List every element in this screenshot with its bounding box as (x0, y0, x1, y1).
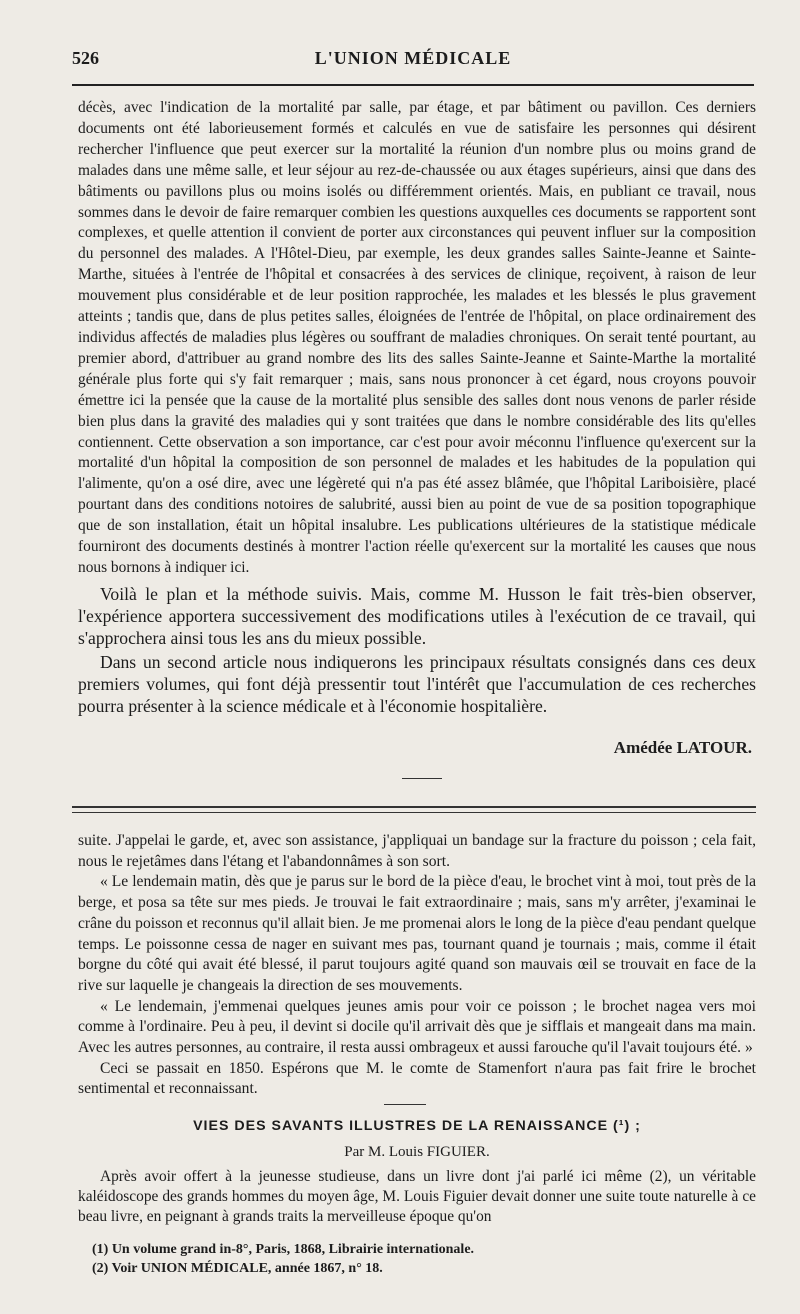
paragraph: Voilà le plan et la méthode suivis. Mais, comme M. Husson le fait très-bien observer, l'expérience apportera successivement des modifications utiles à l'exécution de ce travail, qui s'approchera ainsi tous les ans du mieux possible. (78, 584, 756, 648)
paragraph: « Le lendemain matin, dès que je parus sur le bord de la pièce d'eau, le brochet vint à moi, tout près de la berge, et posa sa tête sur mes pieds. Je trouvai le fait extraordinaire ; mais, sans m'y arrêter, j'examinai le crâne du poisson et reconnus qu'il allait bien. Je me promenai alors le long de la pièce d'eau pendant quelque temps. Le poissonne cessa de nager en suivant mes pas, tournant quand je tournais ; mais, comme il était borgne du côté qui avait été blessé, il parut toujours agité quand son mauvais œil se trouvait en face de la rive sur laquelle je changeais la direction de ses mouvements. (78, 873, 756, 994)
footnotes (92, 1240, 756, 1278)
paragraph: Après avoir offert à la jeunesse studieuse, dans un livre dont j'ai parlé ici même (2), un véritable kaléidoscope des grands hommes du moyen âge, M. Louis Figuier devait donner une suite toute naturelle à ce beau livre, en peignant à grands traits la merveilleuse époque qu'on (78, 1168, 756, 1226)
paragraph: Dans un second article nous indiquerons les principaux résultats consignés dans ces deux premiers volumes, qui font déjà pressentir tout l'intérêt que l'accumulation de ces recherches pourra présenter à la science médicale et à l'économie hospitalière. (78, 652, 756, 716)
footnote-1: (1) Un volume grand in-8°, Paris, 1868, Librairie internationale. (92, 1242, 475, 1257)
article-renaissance (78, 1167, 756, 1228)
section-divider (384, 1104, 426, 1105)
article-statistics-conclusion (78, 584, 756, 718)
paragraph: « Le lendemain, j'emmenai quelques jeunes amis pour voir ce poisson ; le brochet nagea vers moi comme à l'ordinaire. Peu à peu, il devint si docile qu'il arrivait dès que je sifflais et mangeait dans ma main. Avec les autres personnes, au contraire, il resta aussi ombrageux et aussi farouche qu'il l'avait toujours été. » (78, 997, 756, 1057)
paragraph: Ceci se passait en 1850. Espérons que M. le comte de Stamenfort n'aura pas fait frire le brochet sentimental et reconnaissant. (78, 1059, 756, 1098)
article-pike-story (78, 831, 756, 1100)
footnote-2: (2) Voir UNION MÉDICALE, année 1867, n° 18. (92, 1261, 383, 1276)
article-statistics-continuation (78, 98, 756, 579)
feuilleton-divider (72, 806, 756, 813)
page-number: 526 (72, 48, 99, 68)
section-divider (402, 778, 442, 779)
article-title: VIES DES SAVANTS ILLUSTRES DE LA RENAISSANCE (¹) ; (193, 1118, 641, 1134)
header-rule (72, 84, 754, 86)
paragraph: décès, avec l'indication de la mortalité par salle, par étage, et par bâtiment ou pavillon. Ces derniers documents ont été laborieusement formés et calculés en vue de satisfaire les personnes qui désirent rechercher l'influence que peut exercer sur la mortalité la réunion d'un nombre plus ou moins grand de malades dans une même salle, et leur séjour au rez-de-chaussée ou aux étages supérieurs, ainsi que dans des bâtiments ou pavillons plus ou moins isolés ou différemment orientés. Mais, en publiant ce travail, nous sommes dans le devoir de faire remarquer combien les questions auxquelles ces documents se rapportent sont complexes, et quelle attention il convient de porter aux circonstances qui peuvent influer sur la composition du personnel des malades. A l'Hôtel-Dieu, par exemple, les deux grandes salles Sainte-Jeanne et Sainte-Marthe, situées à l'entrée de l'hôpital et consacrées à des services de clinique, reçoivent, à raison de leur mouvement plus considérable et de leur position rapprochée, les malades et les blessés le plus gravement atteints ; tandis que, dans de plus petites salles, éloignées de l'entrée de l'hôpital, on place ordinairement des individus affectés de maladies plus légères ou souffrant de maladies chroniques. On serait tenté pourtant, au premier abord, d'attribuer au grand nombre des lits des salles Sainte-Jeanne et Sainte-Marthe la mortalité générale plus forte qui s'y fait remarquer ; mais, sans nous prononcer à cet égard, nous croyons pouvoir émettre ici la pensée que la cause de la mortalité plus sensible des salles dont nous venons de parler réside bien plus dans la gravité des maladies qui y sont traitées que dans le nombre considérable des lits qu'elles contiennent. Cette observation a son importance, car c'est pour avoir méconnu l'influence qu'exercent sur la mortalité d'un hôpital la composition de son personnel de malades et les habitudes de la population qui l'alimente, qu'on a osé dire, avec une légèreté qui n'a pas été assez blâmée, que l'hôpital Lariboisière, placé pourtant dans des conditions notoires de salubrité, aussi bien au point de vue de sa position topographique que de son installation, était un hôpital insalubre. Les publications ultérieures de la statistique médicale fourniront des documents destinés à montrer l'action réelle qu'exercent sur la mortalité les causes que nous nous bornons à indiquer ici. (78, 99, 756, 576)
article-author: Par M. Louis FIGUIER. (344, 1144, 490, 1160)
journal-title: L'UNION MÉDICALE (314, 48, 512, 68)
author-signature: Amédée LATOUR. (613, 738, 752, 757)
page-header (72, 48, 754, 78)
paragraph: suite. J'appelai le garde, et, avec son assistance, j'appliquai un bandage sur la fracture du poisson ; cela fait, nous le rejetâmes dans l'étang et l'abandonnâmes à son sort. (78, 832, 756, 870)
